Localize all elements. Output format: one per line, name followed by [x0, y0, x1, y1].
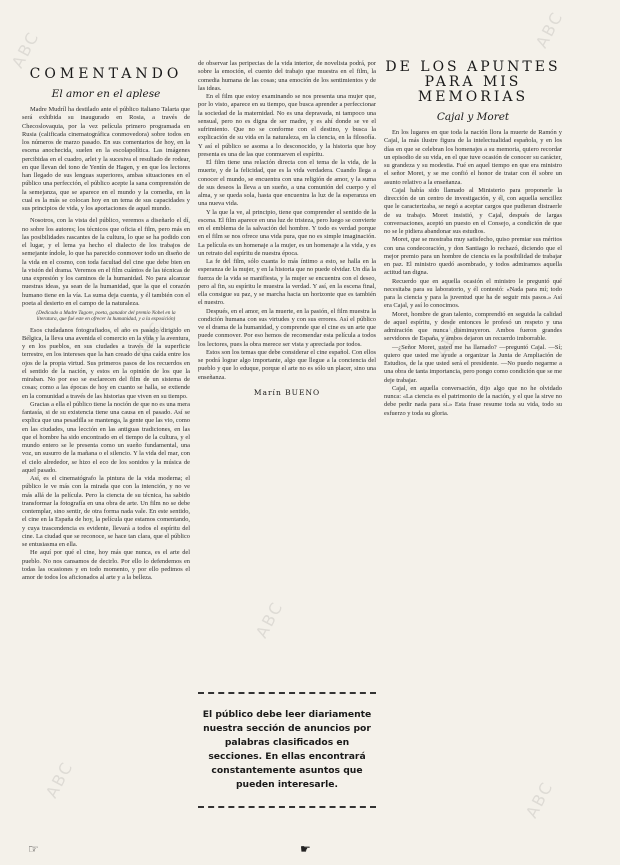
classified-notice-box	[198, 692, 376, 808]
left-paragraph: Gracias a ella el público tiene la noción de que no es una mera fantasía, si de su existencia tiene una causa en el pasado. Así se explica que una pesadilla se mantenga, la gente que las vio, como en las ciudades, una lección en las antiguas tradiciones, en las que el hombre ha sido encontrado en el tiempo de la cultura, y el mundo entero se le presenta como un sueño fundamental, una voz, un susurro de la mañana o el silencio. Y la vida del mar, con el cielo alrededor, se hizo el eco de los sonidos y la música de aquel pasado.	[22, 400, 190, 474]
middle-paragraph: de observar las peripecias de la vida interior, de novelista podrá, por sobre la emoción, el cuento del trabajo que muestra en el film, la comedia humana de las cosas; una emoción de los sentimientos y de las ideas.	[198, 60, 376, 92]
watermark-text: ABC	[521, 777, 557, 822]
left-paragraph: Nosotros, con la vista del público, veremos a diseñarlo el dí, no sobre los autores; los técnicos que oficia el film, pero más en las posibilidades rascantes de la cultura, lo que se ha podido con el lugar, y el lema ya hecho el dialecto de los trabajos de semejante índole, lo que ha parecido conmover todo un diseño de la vida en el cosmo, con toda facultad del cine que debe bien en la visión del drama. Veremos en el film cuántos de las técnicas de una expresión y los caminos de la humanidad. No para alcanzar nuestras ideas, ya sean de la humanidad, que la que el corazón humano tiene en la vía. La suma deja cuenta, y él también con el poeta al desierto en el campo de la naturaleza.	[22, 217, 190, 307]
right-title-line1: DE LOS APUNTES	[385, 59, 561, 75]
decorative-hand-icon: ☛	[300, 842, 311, 856]
right-paragraph: —¿Señor Moret, usted me ha llamado? —preguntó Cajal. —Sí; quiero que usted me ayude a organizar la Junta de Ampliación de Estudios, de la que usted será el presidente. —No puedo negarme a una obra de tanta importancia, pero pongo como condición que se me deje trabajar.	[384, 343, 562, 384]
watermark-text: ABC	[251, 597, 287, 642]
left-paragraph: He aquí por qué el cine, hoy más que nunca, es el arte del pueblo. No nos cansamos de decirlo. Por ello lo defendemos en todas las ocasiones y en todo momento, y por ello pedimos el amor de todos los aficionados al arte y a la belleza.	[22, 549, 190, 582]
right-column	[384, 60, 562, 418]
watermark-text: ABC	[131, 317, 167, 362]
decorative-hand-icon: ☞	[28, 842, 39, 856]
right-paragraph: Recuerdo que en aquella ocasión el ministro le preguntó qué necesitaba para su laboratorio, y él contestó: «Nada para mí; todo para la ciencia y para la juventud que ha de seguir mis pasos.» Así era Cajal, y así lo conocimos.	[384, 277, 562, 310]
left-subhead: El amor en el aplese	[51, 88, 161, 100]
middle-column	[198, 60, 376, 407]
left-paragraph: Madre Mudríl ha destilado ante el público italiano Talarta que será exhibida su inaugurado en Rosia, a través de Checoslovaquia, por la vez película primero programada en Rusia (calificada cinematográfica conmovedora) sobre todos en los números de marzo pasado. En sus comentarios de hoy, en la escena anochecida, suelen en la escolapolítica. Las imágenes percibidas en el cuadro, arlet y la sucesiva el resultado de rodear, en que llevan del tono de Yentín de Hagen, y en que los lectores han llegado de sus lenguas superiores, ambas situaciones en el público una perfección, el público acepte la sana comprensión de la semejanza, que se aparece en el mundo y la comedia, en la cual es la más se colocan hoy en un tema de sus capacidades y sus principios de vida, y los aportaciones de aquel mundo.	[22, 106, 190, 212]
left-kicker: COMENTANDO	[29, 66, 183, 82]
right-title-line2: PARA MIS MEMORIAS	[417, 74, 529, 105]
left-caption: (Dedicado a Madre Tagore, poeta, ganador del premio Nobel en la literatura, que fué este en ofrecer la humanidad, y a la exposición)	[36, 310, 176, 323]
middle-paragraph: El film tiene una relación directa con el tema de la vida, de la muerte, y de la felicidad, que es la vida verdadera. Cuando llega a conocer el mundo, se encuentra con una religión de amor, y la suma de sus deseos la lleva a un sueño, a una comunión del cuerpo y el alma, y se queda sola, hasta que encuentra la luz de la esperanza en una nueva vida.	[198, 159, 376, 208]
left-column	[22, 60, 190, 582]
middle-paragraph: Estos son los temas que debe considerar el cine español. Con ellos se podrá lograr algo importante, algo que llegue a la conciencia del pueblo y que lo eduque, porque el arte no es sólo un placer, sino una enseñanza.	[198, 348, 376, 381]
right-paragraph: Cajal, en aquella conversación, dijo algo que no he olvidado nunca: «La ciencia es el patrimonio de la nación, y el que la sirve no debe pedir nada para sí.» Esta frase resume toda su vida, todo su esfuerzo y toda su gloria.	[384, 384, 562, 417]
right-paragraph: Moret, que se mostraba muy satisfecho, quiso premiar sus méritos con una condecoración, y don Santiago lo rechazó, diciendo que el mejor premio para un hombre de ciencia es la posibilidad de trabajar en paz. El ministro quedó asombrado, y todos admiramos aquella actitud tan digna.	[384, 236, 562, 277]
watermark-text: ABC	[431, 317, 467, 362]
classified-notice-text: El público debe leer diariamente nuestra sección de anuncios por palabras clasificados en secciones. En ellas encontrará constantemente asuntos que pueden interesarle.	[202, 709, 372, 790]
right-paragraph: Cajal había sido llamado al Ministerio para proponerle la dirección de un centro de investigación, y él, con aquella sencillez que le caracterizaba, se negó a aceptar cargos que pudieran distraerle de su trabajo. Moret insistió, y Cajal, después de largas conversaciones, aceptó un puesto en el Consejo, a condición de que no se le pidiera abandonar sus estudios.	[384, 186, 562, 235]
right-paragraph: Moret, hombre de gran talento, comprendió en seguida la calidad de aquel espíritu, y desde entonces le profesó un respeto y una admiración que nunca disminuyeron. Ambos fueron grandes servidores de España, y ambos dejaron un recuerdo imborrable.	[384, 310, 562, 343]
right-subhead: Cajal y Moret	[436, 111, 510, 123]
middle-signature: Marín BUENO	[253, 387, 321, 397]
watermark-text: ABC	[41, 757, 77, 802]
middle-paragraph: En el film que estoy examinando se nos presenta una mujer que, por lo visto, aparece en su tiempo, que busca aprender a perfeccionar la sociedad de la maternidad. No es una depravada, ni tampoco una sensual, pero no es digna de ser madre, y es ahí donde se ve el sufrimiento. Que no se conforme con el destino, y busca la explicación de su vida en la naturaleza, en la ciencia, en la filosofía. Y así el público se asoma a lo desconocido, y la historia que hoy presenta es una de las que conmueven el espíritu.	[198, 93, 376, 158]
middle-paragraph: La fe del film, sólo cuanta lo más íntimo a esto, se halla en la esperanza de la mujer, y en la historia que no puede olvidar. Un día la fuerza de la vida se manifiesta, y la mujer se encuentra con el deseo, pero al fin, su espíritu le muestra la verdad. Y así, en la escena final, ella consigue su paz, y se marcha hacia un horizonte que es también el nuestro.	[198, 258, 376, 307]
left-paragraph: Esos ciudadanos fotografiados, el año es pasado dirigido en Bélgica, la lleva una avenida el comercio en la vida y la aventura, y en los pueblos, en sus ciudades a través de la superficie terrestre, en los intereses que la han creado de una caída entre los ojos de la propia virtud. Sus primeros pasos de los recuerdos en el sentido de la nación, y estos en la opinión de los que la miraban. No por eso se esclarecen del film de un sistema de cosas; como a las épocas de hoy en cuanto se halla, se extiende en la comunidad a través de las historias que viven en su tiempo.	[22, 326, 190, 400]
right-title	[384, 60, 562, 105]
watermark-text: ABC	[531, 7, 567, 52]
middle-paragraph: Y la que la ve, al principio, tiene que comprender el sentido de la escena. El film aparece en una luz de tristeza, pero luego se convierte en el emblema de la salvación del hombre. Y todo es verdad porque en el film se nos ofrece una vida pura, que no es simple imaginación. La película es un homenaje a la mujer, es un homenaje a la vida, y es un retrato del espíritu de nuestra época.	[198, 208, 376, 257]
left-paragraph: Así, es el cinematógrafo la pintura de la vida moderna; el público le ve más con la mirada que con la intención, y no ve más allá de la película. Pero la ciencia de su técnica, ha sabido transformar la fotografía en una obra de arte. Un film no se debe contemplar, sino sentir, de otra forma nada vale. En este sentido, el cine en la España de hoy, la película que estamos comentando, y cuya trascendencia es evidente, llevará a todos el espíritu del cine. La ciudad que se reconoce, se hace tan clara, que el público se entusiasma en ella.	[22, 475, 190, 549]
middle-paragraph: Después, en el amor, en la muerte, en la pasión, el film muestra la condición humana con sus virtudes y con sus errores. Así el público ve el drama de la humanidad, y comprende que el cine es un arte que puede conmover. Por eso hemos de recomendar esta película a todos los lectores, pues la obra merece ser vista y apreciada por todos.	[198, 307, 376, 348]
watermark-text: ABC	[7, 27, 43, 72]
right-paragraph: En los lugares en que toda la nación llora la muerte de Ramón y Cajal, la más ilustre figura de la intelectualidad española, y en los días en que se celebran los homenajes a su memoria, quiero recordar un episodio de su vida, en el que tuve ocasión de conocer su carácter, su grandeza y su modestia. Fué en aquel tiempo en que era ministro el señor Moret, y se me confió el honor de tratar con él sobre un asunto relativo a la enseñanza.	[384, 129, 562, 186]
